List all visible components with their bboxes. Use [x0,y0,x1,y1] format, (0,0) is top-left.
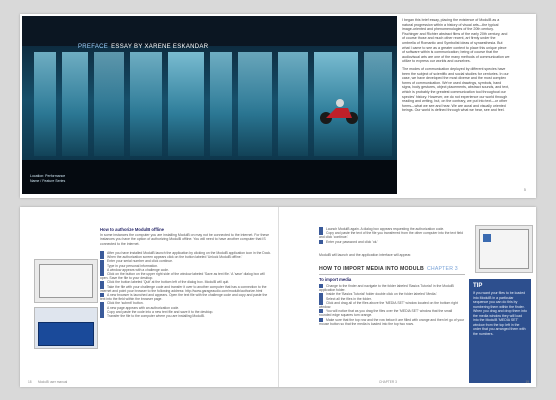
bottom-spread [20,207,536,387]
top-spread [20,14,536,198]
page-number: 18 [28,380,32,384]
launch-note: ModulB will launch and the application interface will appear. [319,253,412,257]
dialog-window [479,229,529,269]
photo-caption: Location: Performance Name / Feature Series [30,174,66,183]
list-item [100,314,272,318]
motorcycle-figure [316,96,362,126]
screen-panel [210,52,232,156]
list-item [319,284,465,292]
screenshot-dialog [475,225,533,273]
step-text: Click the 'submit' button. [107,301,144,306]
step-text: Select all the files in the folder. [326,296,372,301]
list-item [319,318,465,326]
step-text: A new page appears with an authorization code. [107,305,180,310]
bullet-marker [319,240,323,244]
dialog-window [39,264,93,298]
screen-panel [62,52,88,156]
step-text: Enter your serial number and click continue. [107,259,173,264]
step-text: Copy and paste the text of the file you transferred from the other computer into the text field and click 'continue.' [319,231,464,240]
app-icon [483,234,491,242]
bullet-marker [100,314,104,318]
step-text: Transfer the file to the computer where you are installing ModulB. [107,314,205,319]
screenshot-browser [34,307,98,349]
essay-text [402,18,510,116]
tip-box [469,279,531,383]
screen-panel [94,52,124,156]
page-number: 5 [523,187,526,192]
preface-photo [22,16,397,194]
step-text: When the authorization screen appears click on the button labeled 'Unlock ModulB offline.' [107,255,243,260]
step-text: Inside the 'Basics Tutorial' folder double click on the folder labeled 'Media.' [326,292,438,297]
section-heading: How to authorize ModulB offline [100,227,164,232]
steps-list-continued [319,227,465,244]
footer-label: CHAPTER 3 [379,380,397,384]
step-text: A new browser is launched and appears. Open the text file with the challenge code and copy and paste the text into the field within the browser page. [100,293,268,302]
list-item [319,309,465,317]
step-text: Click and drag all of the files above the 'MEDIA SET' window located on the bottom right window. [319,300,458,310]
screen-panel [364,52,392,156]
list-item [100,293,272,301]
essay-title: ESSAY BY XARENE ESKANDAR [111,44,209,50]
footer-label: ModulB user manual [38,380,68,384]
step-text: You will notice that as you drag the files over the 'MEDIA SET' window that the small rounded edge squares turn orange. [319,309,453,318]
section-heading: To import media [319,277,352,282]
screen-panel [130,52,162,156]
step-text: Enter your password and click 'ok.' [326,239,378,244]
divider [319,274,465,275]
chapter-label: CHAPTER 3 [426,266,458,272]
browser-window [38,322,94,346]
photo-title [78,44,208,50]
step-text: Change to the finder and navigate to the folder labeled 'Basics Tutorial' in the ModulB application folder. [319,284,454,293]
steps-list [319,284,465,326]
step-text: Make sure that the top row and the row below it are filled with orange and then let go of your mouse button so that the media is loaded into the top two rows. [319,317,465,326]
screen-panel [34,52,56,156]
step-text: After you have installed ModulB launch the application by clicking on the ModulB application icon in the Dock. [107,251,271,255]
essay-paragraph: The modes of communication deployed by different species have been the subject of scientific and social studies for centuries. In our case, we have developed the most diverse and the most complex forms of communication. We've used drawings, symbols, hand signs, body gestures, object placements, abstract sounds, and text, which is probably the greatest communication tool throughout our species' history. However, we do not experience our world through reading and writing, but, on the contrary, we put into text—or other forms—what we see and hear. We are aural and visually oriented beings. Our world is defined through what we hear, see and feel. [402,66,510,113]
step-text: Launch ModulB again. A dialog box appears requesting the authorization code. [326,227,445,231]
essay-paragraph: I began this brief essay, placing the existence of ModulB as a natural progression within a history of visual arts—the typical image-oriented and phenomenologies of the 20th century. Fischinger and Richter abstract films of the early 20th century, and of course those and much other recent, art firmly under the umbrella of Romantic and Symbolist ideas of synaesthesia. But what I came to see as a greater context to place this unique piece of software within is communication; being of course that the audiovisual arts are one of the many methods of communication we utilize to express our worlds and ourselves. [402,18,510,64]
preface-label: PREFACE [78,44,109,50]
list-item [319,240,465,244]
tip-title: TIP [473,283,483,289]
intro-text: In some instances the computer you are installing ModulB on may not be connected to the internet. For these instances you have the option of authorizing ModulB offline. You will need to have another computer that IS connected to the internet. [100,233,270,246]
screen-panel [238,52,272,156]
page-number: 19 [525,380,529,384]
step-text: Take the file with your challenge code and transfer it over to another computer that has a connection to the internet and point your browser to the following address: http://www.garageaudio.com/modulb/authorize.html [100,284,267,293]
list-item [100,285,272,293]
chapter-title: HOW TO IMPORT MEDIA INTO MODULB [319,266,424,272]
chapter-heading [319,266,458,272]
left-page [20,207,278,387]
screen-panel [168,52,204,156]
steps-list [100,251,272,318]
list-item [100,272,272,280]
tip-body: If you want your files to be loaded into ModulB in a particular sequence you can do this by numbering them within the finder. When you drag and drop them into the media window they will load into the ModulB 'MEDIA SET' window from the top left in the order that you arranged them with the numbers. [473,291,527,336]
list-item [319,301,465,309]
photo-floor [22,160,397,194]
step-text: A window appears with a challenge code. [107,267,170,272]
right-page [278,207,536,387]
step-text: Click on the button on the upper right side of the window labeled 'Save as text file.' A 'save' dialog box will open. Save the file to your desktop. [100,272,265,281]
screenshot-authorization [34,259,98,303]
step-text: Type in your personal information. [107,263,159,268]
list-item [319,231,465,239]
step-text: Copy and paste the code into a new text file and save it to the desktop. [107,309,214,314]
screen-panel [278,52,308,156]
step-text: Click the button labeled 'Quit' at the bottom left of the dialog box. ModulB will quit. [107,280,230,285]
